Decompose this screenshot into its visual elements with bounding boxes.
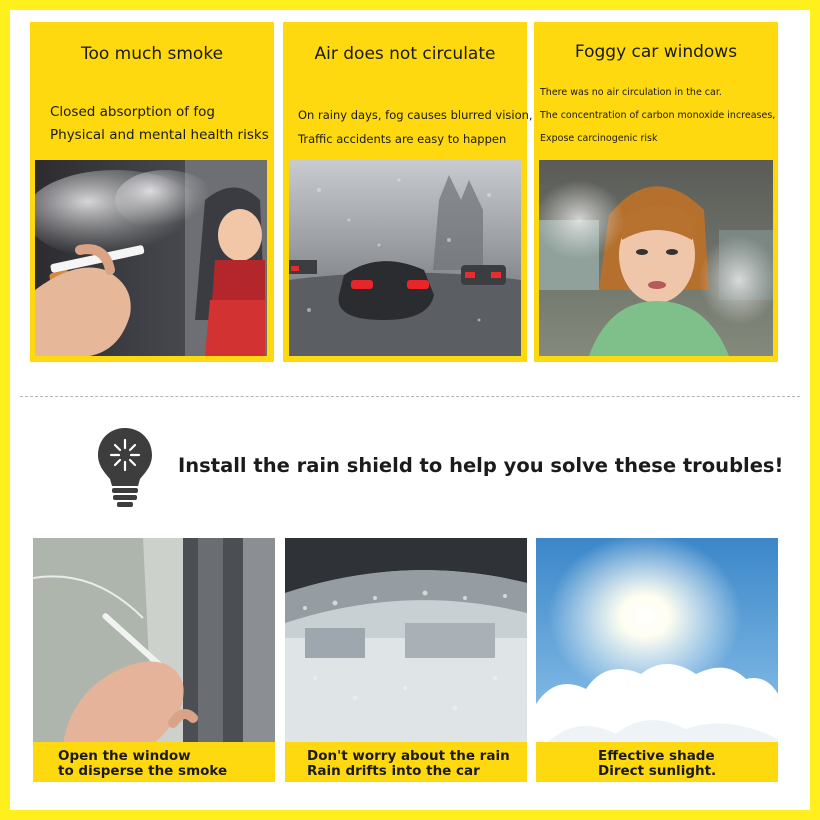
sunny-sky-image xyxy=(536,538,778,744)
card-line: The concentration of carbon monoxide increases, xyxy=(540,110,776,121)
problem-card-fog xyxy=(534,22,778,362)
window-smoke-image xyxy=(33,538,275,744)
problem-card-air xyxy=(283,22,533,362)
card-line: Expose carcinogenic risk xyxy=(540,133,658,144)
rain-shield-image xyxy=(285,538,527,744)
caption-line: Direct sunlight. xyxy=(598,763,717,779)
window-smoke-photo xyxy=(33,538,275,744)
caption-line: Effective shade xyxy=(598,748,715,764)
card-title: Foggy car windows xyxy=(574,42,738,62)
caption-bar-rain xyxy=(285,742,527,782)
woman-in-smoke-photo xyxy=(539,160,773,356)
woman-in-smoke-image xyxy=(539,160,773,356)
caption-bar-shade xyxy=(536,742,778,782)
lightbulb-icon xyxy=(96,426,154,508)
card-line: There was no air circulation in the car. xyxy=(540,87,722,98)
caption-line: to disperse the smoke xyxy=(58,763,228,779)
card-line: Physical and mental health risks xyxy=(50,127,269,143)
rainy-road-image xyxy=(289,160,521,356)
sunny-sky-photo xyxy=(536,538,778,744)
card-line: Traffic accidents are easy to happen xyxy=(298,132,507,146)
rain-shield-photo xyxy=(285,538,527,744)
card-line: Closed absorption of fog xyxy=(50,104,215,120)
card-title: Too much smoke xyxy=(80,44,224,64)
caption-line: Open the window xyxy=(58,748,191,764)
smoking-in-car-photo xyxy=(35,160,267,356)
section-divider xyxy=(20,396,800,397)
problem-card-smoke xyxy=(30,22,274,362)
smoking-in-car-image xyxy=(35,160,267,356)
card-title: Air does not circulate xyxy=(314,44,496,64)
rainy-road-photo xyxy=(289,160,521,356)
solution-headline: Install the rain shield to help you solve these troubles! xyxy=(178,454,784,477)
card-line: On rainy days, fog causes blurred vision, xyxy=(298,108,533,122)
caption-line: Don't worry about the rain xyxy=(307,748,510,764)
caption-line: Rain drifts into the car xyxy=(307,763,480,779)
caption-bar-smoke xyxy=(33,742,275,782)
